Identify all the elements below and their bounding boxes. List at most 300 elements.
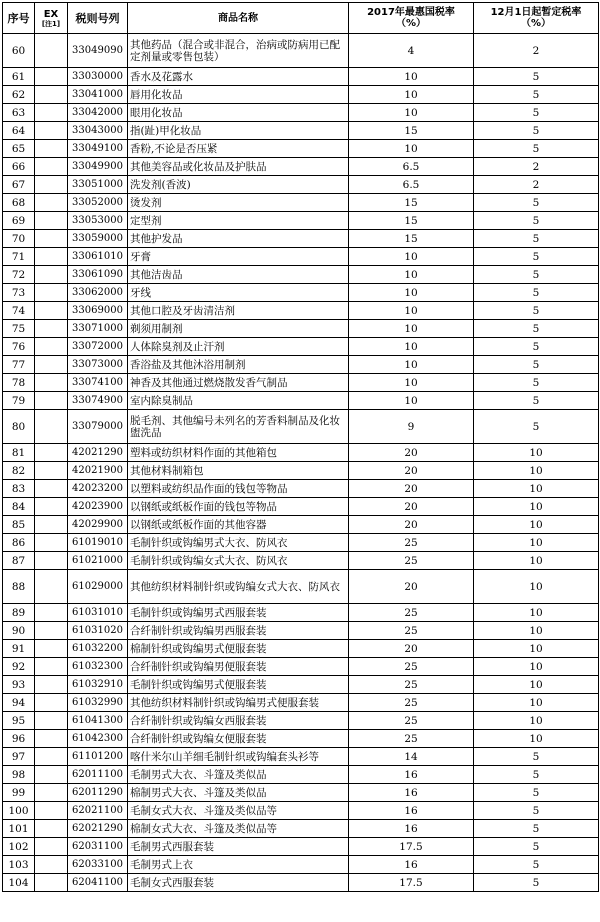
row-ex	[35, 658, 68, 676]
row-seq: 84	[3, 498, 35, 516]
table-row	[3, 392, 599, 410]
row-ex	[35, 212, 68, 230]
row-code: 61032200	[68, 640, 128, 658]
row-rate-1201: 10	[474, 570, 599, 604]
row-rate-1201: 5	[474, 248, 599, 266]
header-name: 商品名称	[128, 3, 349, 34]
row-code: 33053000	[68, 212, 128, 230]
row-code: 33074100	[68, 374, 128, 392]
row-rate-2017: 10	[349, 284, 474, 302]
row-rate-2017: 25	[349, 604, 474, 622]
row-seq: 101	[3, 820, 35, 838]
row-rate-2017: 14	[349, 748, 474, 766]
row-seq: 60	[3, 34, 35, 68]
table-row	[3, 374, 599, 392]
row-rate-1201: 5	[474, 212, 599, 230]
row-rate-1201: 2	[474, 176, 599, 194]
row-code: 61042300	[68, 730, 128, 748]
row-rate-2017: 10	[349, 248, 474, 266]
row-ex	[35, 856, 68, 874]
row-ex	[35, 392, 68, 410]
table-row	[3, 838, 599, 856]
row-rate-2017: 15	[349, 122, 474, 140]
row-name: 指(趾)甲化妆品	[128, 122, 349, 140]
row-name: 香水及花露水	[128, 68, 349, 86]
row-name: 以钢纸或纸板作面的其他容器	[128, 516, 349, 534]
row-code: 62021100	[68, 802, 128, 820]
row-code: 61021000	[68, 552, 128, 570]
row-seq: 73	[3, 284, 35, 302]
row-ex	[35, 516, 68, 534]
table-row	[3, 444, 599, 462]
row-ex	[35, 68, 68, 86]
header-rate-1201-line1: 12月1日起暂定税率	[490, 7, 582, 18]
row-code: 33043000	[68, 122, 128, 140]
row-rate-1201: 5	[474, 104, 599, 122]
table-header-row	[3, 3, 599, 34]
table-row	[3, 410, 599, 444]
row-rate-1201: 5	[474, 284, 599, 302]
row-ex	[35, 820, 68, 838]
row-code: 33049090	[68, 34, 128, 68]
row-name: 其他口腔及牙齿清洁剂	[128, 302, 349, 320]
row-name: 毛制女式西服套装	[128, 874, 349, 892]
row-rate-2017: 20	[349, 498, 474, 516]
row-ex	[35, 194, 68, 212]
row-rate-2017: 6.5	[349, 158, 474, 176]
row-seq: 77	[3, 356, 35, 374]
row-rate-1201: 5	[474, 266, 599, 284]
row-seq: 100	[3, 802, 35, 820]
row-ex	[35, 480, 68, 498]
row-rate-1201: 5	[474, 302, 599, 320]
row-rate-2017: 20	[349, 570, 474, 604]
row-ex	[35, 462, 68, 480]
row-ex	[35, 874, 68, 892]
row-name: 以钢纸或纸板作面的钱包等物品	[128, 498, 349, 516]
table-row	[3, 552, 599, 570]
row-rate-2017: 10	[349, 320, 474, 338]
row-rate-1201: 5	[474, 410, 599, 444]
table-row	[3, 820, 599, 838]
table-row	[3, 320, 599, 338]
table-row	[3, 158, 599, 176]
header-rate-1201	[474, 3, 599, 34]
row-name: 毛制男式西服套装	[128, 838, 349, 856]
row-code: 33059000	[68, 230, 128, 248]
table-row	[3, 748, 599, 766]
row-seq: 68	[3, 194, 35, 212]
row-seq: 62	[3, 86, 35, 104]
row-code: 33049900	[68, 158, 128, 176]
table-row	[3, 462, 599, 480]
table-row	[3, 622, 599, 640]
row-seq: 75	[3, 320, 35, 338]
row-rate-1201: 5	[474, 838, 599, 856]
header-ex-label: EX	[43, 8, 59, 20]
table-row	[3, 230, 599, 248]
row-ex	[35, 320, 68, 338]
row-ex	[35, 338, 68, 356]
row-code: 61101200	[68, 748, 128, 766]
table-row	[3, 284, 599, 302]
row-ex	[35, 374, 68, 392]
table-row	[3, 248, 599, 266]
row-seq: 61	[3, 68, 35, 86]
row-seq: 80	[3, 410, 35, 444]
table-row	[3, 480, 599, 498]
row-seq: 102	[3, 838, 35, 856]
table-row	[3, 874, 599, 892]
row-code: 42023900	[68, 498, 128, 516]
row-rate-2017: 17.5	[349, 838, 474, 856]
row-rate-2017: 20	[349, 462, 474, 480]
row-seq: 63	[3, 104, 35, 122]
table-row	[3, 194, 599, 212]
row-rate-1201: 5	[474, 874, 599, 892]
row-name: 烫发剂	[128, 194, 349, 212]
row-code: 61019010	[68, 534, 128, 552]
row-rate-2017: 16	[349, 856, 474, 874]
row-ex	[35, 158, 68, 176]
row-ex	[35, 552, 68, 570]
row-rate-1201: 10	[474, 480, 599, 498]
header-ex-note: [注1]	[41, 19, 61, 28]
row-code: 61032910	[68, 676, 128, 694]
row-rate-1201: 10	[474, 498, 599, 516]
row-rate-1201: 10	[474, 712, 599, 730]
row-rate-1201: 5	[474, 784, 599, 802]
row-code: 42021290	[68, 444, 128, 462]
row-ex	[35, 784, 68, 802]
row-ex	[35, 356, 68, 374]
row-rate-2017: 20	[349, 480, 474, 498]
header-ex	[35, 3, 68, 34]
row-ex	[35, 140, 68, 158]
row-code: 62033100	[68, 856, 128, 874]
row-name: 眼用化妆品	[128, 104, 349, 122]
row-rate-2017: 10	[349, 266, 474, 284]
table-row	[3, 104, 599, 122]
row-rate-2017: 25	[349, 730, 474, 748]
row-code: 33062000	[68, 284, 128, 302]
row-seq: 92	[3, 658, 35, 676]
header-seq: 序号	[3, 3, 35, 34]
row-ex	[35, 640, 68, 658]
row-code: 42029900	[68, 516, 128, 534]
row-rate-2017: 16	[349, 784, 474, 802]
tariff-table	[2, 2, 599, 892]
table-row	[3, 498, 599, 516]
row-seq: 83	[3, 480, 35, 498]
row-rate-2017: 20	[349, 516, 474, 534]
row-rate-2017: 16	[349, 802, 474, 820]
row-code: 33074900	[68, 392, 128, 410]
row-ex	[35, 284, 68, 302]
row-rate-2017: 25	[349, 534, 474, 552]
row-rate-2017: 10	[349, 86, 474, 104]
row-code: 33052000	[68, 194, 128, 212]
row-seq: 93	[3, 676, 35, 694]
row-ex	[35, 730, 68, 748]
table-row	[3, 856, 599, 874]
row-rate-1201: 5	[474, 374, 599, 392]
row-rate-2017: 15	[349, 230, 474, 248]
row-code: 33061090	[68, 266, 128, 284]
row-name: 棉制女式大衣、斗篷及类似品等	[128, 820, 349, 838]
row-code: 62021290	[68, 820, 128, 838]
row-name: 其他药品（混合或非混合，治病或防病用已配定剂量或零售包装）	[128, 34, 349, 68]
table-row	[3, 534, 599, 552]
table-row	[3, 302, 599, 320]
row-name: 香浴盐及其他沐浴用制剂	[128, 356, 349, 374]
row-ex	[35, 230, 68, 248]
row-seq: 88	[3, 570, 35, 604]
row-rate-2017: 6.5	[349, 176, 474, 194]
row-rate-1201: 10	[474, 622, 599, 640]
row-code: 61032300	[68, 658, 128, 676]
row-seq: 104	[3, 874, 35, 892]
table-row	[3, 266, 599, 284]
row-code: 33071000	[68, 320, 128, 338]
row-ex	[35, 802, 68, 820]
row-rate-1201: 2	[474, 158, 599, 176]
header-code: 税则号列	[68, 3, 128, 34]
row-name: 香粉,不论是否压紧	[128, 140, 349, 158]
row-rate-1201: 5	[474, 766, 599, 784]
row-seq: 72	[3, 266, 35, 284]
row-seq: 66	[3, 158, 35, 176]
row-rate-1201: 10	[474, 444, 599, 462]
table-row	[3, 766, 599, 784]
row-code: 33030000	[68, 68, 128, 86]
row-name: 合纤制针织或钩编男便服套装	[128, 658, 349, 676]
row-name: 合纤制针织或钩编女便服套装	[128, 730, 349, 748]
table-row	[3, 570, 599, 604]
table-row	[3, 802, 599, 820]
row-ex	[35, 86, 68, 104]
row-seq: 78	[3, 374, 35, 392]
row-rate-2017: 10	[349, 392, 474, 410]
row-ex	[35, 570, 68, 604]
table-body	[3, 34, 599, 892]
row-name: 剃须用制剂	[128, 320, 349, 338]
row-rate-1201: 10	[474, 516, 599, 534]
table-row	[3, 640, 599, 658]
row-rate-1201: 10	[474, 552, 599, 570]
row-ex	[35, 694, 68, 712]
row-name: 合纤制针织或钩编男西服套装	[128, 622, 349, 640]
row-ex	[35, 604, 68, 622]
row-name: 其他纺织材料制针织或钩编男式便服套装	[128, 694, 349, 712]
row-name: 其他纺织材料制针织或钩编女式大衣、防风衣	[128, 570, 349, 604]
row-rate-1201: 10	[474, 658, 599, 676]
row-code: 62011100	[68, 766, 128, 784]
row-seq: 67	[3, 176, 35, 194]
row-rate-2017: 25	[349, 658, 474, 676]
row-rate-1201: 5	[474, 320, 599, 338]
row-name: 棉制针织或钩编男式便服套装	[128, 640, 349, 658]
row-name: 棉制男式大衣、斗篷及类似品	[128, 784, 349, 802]
table-row	[3, 140, 599, 158]
row-code: 42023200	[68, 480, 128, 498]
row-ex	[35, 712, 68, 730]
row-name: 其他护发品	[128, 230, 349, 248]
header-rate-2017-line1: 2017年最惠国税率	[367, 7, 455, 18]
row-ex	[35, 34, 68, 68]
row-code: 33041000	[68, 86, 128, 104]
row-rate-2017: 25	[349, 712, 474, 730]
row-rate-1201: 5	[474, 194, 599, 212]
row-rate-2017: 20	[349, 444, 474, 462]
row-rate-2017: 16	[349, 766, 474, 784]
row-rate-2017: 10	[349, 140, 474, 158]
row-ex	[35, 302, 68, 320]
row-rate-2017: 10	[349, 68, 474, 86]
table-row	[3, 516, 599, 534]
row-name: 定型剂	[128, 212, 349, 230]
header-rate-2017-line2: （%）	[395, 18, 427, 29]
row-code: 33042000	[68, 104, 128, 122]
row-code: 33061010	[68, 248, 128, 266]
row-name: 牙线	[128, 284, 349, 302]
row-rate-2017: 25	[349, 676, 474, 694]
row-code: 61031010	[68, 604, 128, 622]
row-rate-2017: 10	[349, 356, 474, 374]
row-rate-1201: 10	[474, 730, 599, 748]
row-seq: 91	[3, 640, 35, 658]
row-ex	[35, 766, 68, 784]
row-rate-1201: 5	[474, 338, 599, 356]
row-ex	[35, 748, 68, 766]
row-rate-1201: 10	[474, 676, 599, 694]
row-rate-1201: 5	[474, 356, 599, 374]
row-code: 61031020	[68, 622, 128, 640]
row-name: 室内除臭制品	[128, 392, 349, 410]
table-row	[3, 784, 599, 802]
row-rate-1201: 10	[474, 604, 599, 622]
row-seq: 103	[3, 856, 35, 874]
row-name: 塑料或纺织材料作面的其他箱包	[128, 444, 349, 462]
row-rate-1201: 5	[474, 802, 599, 820]
row-seq: 81	[3, 444, 35, 462]
row-rate-2017: 10	[349, 302, 474, 320]
table-row	[3, 604, 599, 622]
row-rate-2017: 10	[349, 338, 474, 356]
row-code: 33073000	[68, 356, 128, 374]
header-rate-1201-line2: （%）	[520, 18, 552, 29]
table-row	[3, 356, 599, 374]
row-name: 毛制男式大衣、斗篷及类似品	[128, 766, 349, 784]
row-rate-1201: 5	[474, 86, 599, 104]
table-row	[3, 658, 599, 676]
row-name: 喀什米尔山羊细毛制针织或钩编套头衫等	[128, 748, 349, 766]
row-seq: 99	[3, 784, 35, 802]
row-name: 毛制女式大衣、斗篷及类似品等	[128, 802, 349, 820]
row-rate-1201: 10	[474, 640, 599, 658]
row-code: 33072000	[68, 338, 128, 356]
header-rate-2017	[349, 3, 474, 34]
row-code: 42021900	[68, 462, 128, 480]
row-seq: 86	[3, 534, 35, 552]
row-rate-2017: 10	[349, 374, 474, 392]
row-code: 61032990	[68, 694, 128, 712]
table-row	[3, 676, 599, 694]
row-name: 合纤制针织或钩编女西服套装	[128, 712, 349, 730]
table-row	[3, 730, 599, 748]
row-name: 毛制针织或钩编男式便服套装	[128, 676, 349, 694]
row-seq: 79	[3, 392, 35, 410]
table-row	[3, 34, 599, 68]
row-rate-2017: 10	[349, 104, 474, 122]
row-ex	[35, 104, 68, 122]
row-rate-1201: 5	[474, 856, 599, 874]
table-row	[3, 68, 599, 86]
row-seq: 96	[3, 730, 35, 748]
row-rate-1201: 5	[474, 748, 599, 766]
row-rate-1201: 5	[474, 122, 599, 140]
row-rate-2017: 25	[349, 622, 474, 640]
row-name: 人体除臭剂及止汗剂	[128, 338, 349, 356]
row-rate-1201: 5	[474, 140, 599, 158]
row-name: 毛制针织或钩编女式大衣、防风衣	[128, 552, 349, 570]
row-seq: 82	[3, 462, 35, 480]
row-name: 其他材料制箱包	[128, 462, 349, 480]
row-rate-1201: 10	[474, 694, 599, 712]
row-code: 33049100	[68, 140, 128, 158]
row-rate-1201: 5	[474, 230, 599, 248]
row-seq: 70	[3, 230, 35, 248]
row-seq: 74	[3, 302, 35, 320]
row-name: 其他洁齿品	[128, 266, 349, 284]
row-code: 62031100	[68, 838, 128, 856]
table-row	[3, 86, 599, 104]
table-row	[3, 176, 599, 194]
row-name: 毛制针织或钩编男式大衣、防风衣	[128, 534, 349, 552]
row-code: 61029000	[68, 570, 128, 604]
table-row	[3, 712, 599, 730]
row-ex	[35, 534, 68, 552]
row-ex	[35, 248, 68, 266]
row-seq: 97	[3, 748, 35, 766]
row-rate-2017: 17.5	[349, 874, 474, 892]
row-ex	[35, 444, 68, 462]
row-code: 61041300	[68, 712, 128, 730]
row-rate-2017: 25	[349, 694, 474, 712]
row-rate-1201: 5	[474, 68, 599, 86]
row-rate-2017: 20	[349, 640, 474, 658]
row-ex	[35, 122, 68, 140]
row-seq: 69	[3, 212, 35, 230]
row-name: 洗发剂(香波)	[128, 176, 349, 194]
row-seq: 71	[3, 248, 35, 266]
table-row	[3, 694, 599, 712]
row-seq: 87	[3, 552, 35, 570]
row-name: 脱毛剂、其他编号未列名的芳香料制品及化妆盥洗品	[128, 410, 349, 444]
row-ex	[35, 622, 68, 640]
row-code: 62011290	[68, 784, 128, 802]
row-ex	[35, 838, 68, 856]
row-seq: 89	[3, 604, 35, 622]
row-name: 牙膏	[128, 248, 349, 266]
row-ex	[35, 498, 68, 516]
row-name: 毛制男式上衣	[128, 856, 349, 874]
row-seq: 90	[3, 622, 35, 640]
row-rate-1201: 5	[474, 392, 599, 410]
row-rate-2017: 25	[349, 552, 474, 570]
row-seq: 76	[3, 338, 35, 356]
table-row	[3, 338, 599, 356]
